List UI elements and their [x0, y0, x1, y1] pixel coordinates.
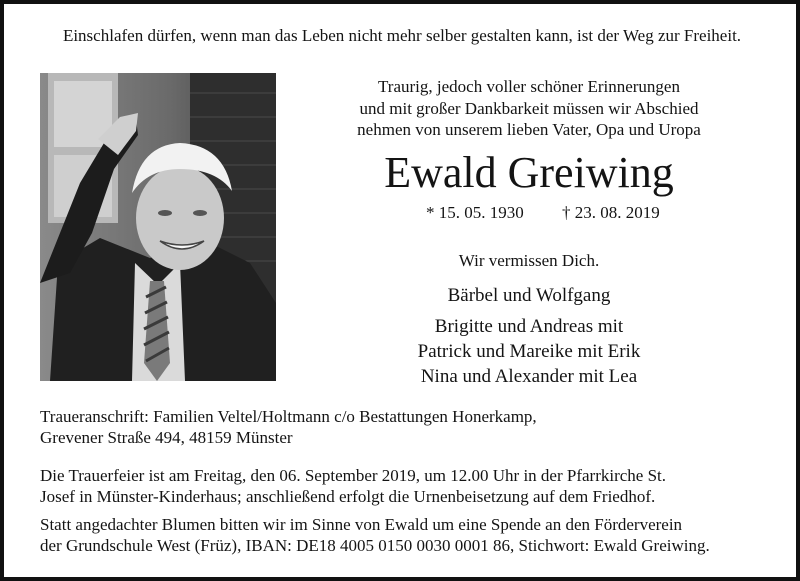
death-date: † 23. 08. 2019 [562, 203, 660, 222]
intro-line: und mit großer Dankbarkeit müssen wir Abschied [359, 98, 699, 118]
donation-line: Statt angedachter Blumen bitten wir im Sinne von Ewald um eine Spende an den Förderverein [40, 515, 683, 534]
portrait-photo [40, 73, 276, 381]
motto-quote: Einschlafen dürfen, wenn man das Leben nicht mehr selber gestalten kann, ist der Weg zur Freiheit. [62, 26, 742, 45]
family-line: Patrick und Mareike mit Erik [417, 341, 641, 362]
donation-line: der Grundschule West (Früz), IBAN: DE18 4005 0150 0030 0001 86, Stichwort: Ewald Greiwing. [40, 535, 710, 555]
family-line: Nina und Alexander mit Lea [420, 366, 638, 387]
intro-line: Traurig, jedoch voller schöner Erinnerungen [378, 77, 680, 96]
deceased-name: Ewald Greiwing [384, 148, 674, 197]
funeral-line: Die Trauerfeier ist am Freitag, den 06. September 2019, um 12.00 Uhr in der Pfarrkirche St. [40, 466, 667, 485]
intro-text [330, 76, 728, 141]
family-signatures [330, 283, 728, 389]
family-line: Brigitte und Andreas mit [434, 316, 624, 337]
intro-line: nehmen von unserem lieben Vater, Opa und Uropa [357, 120, 701, 139]
funeral-info [40, 466, 764, 507]
funeral-line: Josef in Münster-Kinderhaus; anschließend erfolgt die Urnenbeisetzung auf dem Friedhof. [40, 486, 656, 506]
mourning-address [40, 407, 764, 448]
birth-date: * 15. 05. 1930 [426, 203, 524, 222]
donation-info [40, 515, 764, 556]
miss-you-text: Wir vermissen Dich. [458, 251, 600, 270]
address-line: Grevener Straße 494, 48159 Münster [40, 427, 293, 447]
family-line: Bärbel und Wolfgang [447, 285, 611, 306]
address-line: Traueranschrift: Familien Veltel/Holtmann c/o Bestattungen Honerkamp, [40, 407, 537, 426]
